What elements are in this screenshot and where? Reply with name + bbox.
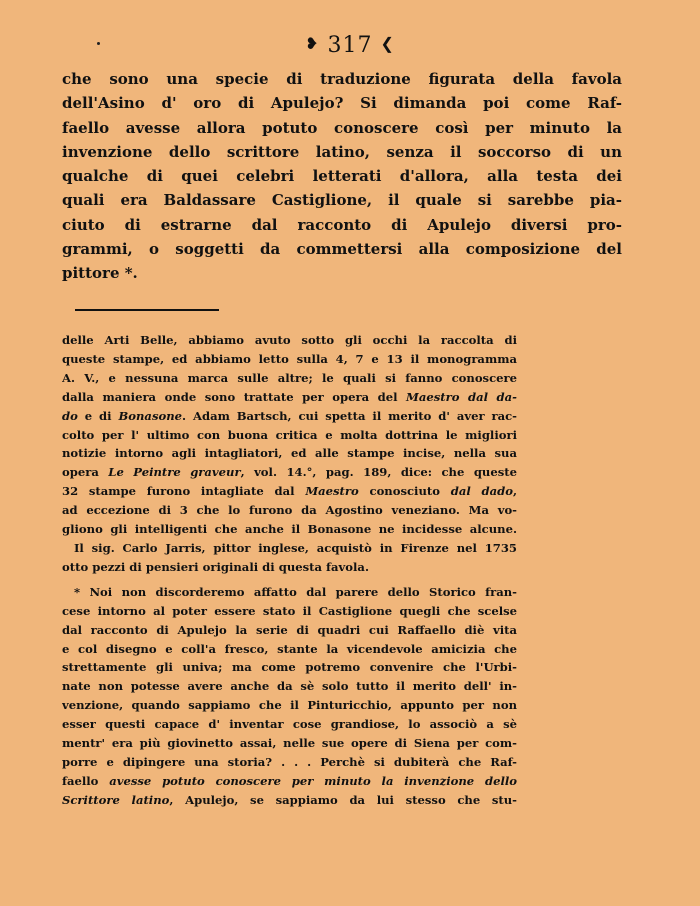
note-line: dal racconto di Apulejo la serie di quadri cui Raffaello diè vita bbox=[62, 622, 517, 637]
note-line: porre e dipingere una storia? . . . Perchè si dubiterà che Raf- bbox=[62, 754, 517, 769]
note-italic: avesse potuto conoscere per minuto la invenzione dello bbox=[109, 773, 517, 788]
note-line: * Noi non discorderemo affatto dal parere dello Storico fran- bbox=[74, 584, 517, 599]
note-line bbox=[62, 407, 517, 426]
main-line: faello avesse allora potuto conoscere così per minuto la bbox=[62, 118, 622, 137]
note-text: faello bbox=[62, 773, 110, 788]
note-italic: do bbox=[62, 408, 78, 423]
note-line: e col disegno e coll'a fresco, stante la vicendevole amicizia che bbox=[62, 641, 517, 656]
main-line: ciuto di estrarne dal racconto di Apulejo diversi pro- bbox=[62, 215, 622, 234]
note-italic: Scrittore latino bbox=[62, 792, 170, 807]
left-ornament: ❥ bbox=[305, 34, 320, 53]
note-line: mentr' era più giovinetto assai, nelle sue opere di Siena per com- bbox=[62, 736, 517, 751]
note-line: otto pezzi di pensieri originali di questa favola. bbox=[62, 559, 369, 574]
note-line: nate non potesse avere anche da sè solo tutto il merito dell' in- bbox=[62, 679, 517, 694]
footnotes bbox=[62, 331, 517, 810]
note-text: . Adam Bartsch, cui spetta il merito d' aver rac- bbox=[182, 408, 517, 423]
note-text: , vol. 14.°, pag. 189, dice: che queste bbox=[240, 465, 517, 480]
note-italic: dal dado bbox=[450, 484, 513, 499]
note-line: colto per l' ultimo con buona critica e molta dottrina le migliori bbox=[62, 427, 517, 442]
note-text: , Apulejo, se sappiamo da lui stesso che stu- bbox=[169, 792, 517, 807]
note-line bbox=[62, 791, 517, 810]
main-text bbox=[62, 67, 622, 286]
footnote-rule bbox=[75, 309, 219, 311]
note-text: , bbox=[512, 484, 517, 499]
note-italic: Maestro dal da- bbox=[406, 389, 517, 404]
note-text: conosciuto bbox=[358, 484, 451, 499]
main-line: che sono una specie di traduzione figurata della favola bbox=[62, 70, 622, 88]
note-line: notizie intorno agli intagliatori, ed alle stampe incise, nella sua bbox=[62, 446, 517, 461]
page-number: 317 bbox=[327, 33, 373, 58]
note-text: e di bbox=[77, 408, 119, 423]
note-italic: Le Peintre graveur bbox=[108, 465, 241, 480]
note-line bbox=[62, 388, 517, 407]
note-italic: Bonasone bbox=[118, 408, 183, 423]
note-line: delle Arti Belle, abbiamo avuto sotto gli occhi la raccolta di bbox=[62, 333, 517, 347]
note-line: strettamente gli univa; ma come potremo convenire che l'Urbi- bbox=[62, 660, 517, 675]
note-italic: Maestro bbox=[305, 484, 359, 499]
note-line: venzione, quando sappiamo che il Pinturicchio, appunto per non bbox=[62, 698, 517, 713]
page-header bbox=[0, 33, 700, 58]
main-line: pittore *. bbox=[62, 264, 138, 283]
main-line: qualche di quei celebri letterati d'allora, alla testa dei bbox=[62, 167, 622, 186]
main-line: quali era Baldassare Castiglione, il quale si sarebbe pia- bbox=[62, 191, 622, 210]
note-text: 32 stampe furono intagliate dal bbox=[62, 484, 306, 499]
right-ornament: ❮ bbox=[380, 34, 395, 53]
note-line: cese intorno al poter essere stato il Castiglione quegli che scelse bbox=[62, 603, 517, 618]
note-text: dalla maniera onde sono trattate per opera del bbox=[62, 389, 407, 404]
note-line bbox=[62, 772, 517, 791]
note-line bbox=[62, 463, 517, 482]
main-line: invenzione dello scrittore latino, senza il soccorso di un bbox=[62, 142, 622, 161]
note-line: queste stampe, ed abbiamo letto sulla 4, 7 e 13 il monogramma bbox=[62, 351, 517, 366]
note-line: esser questi capace d' inventar cose grandiose, lo associò a sè bbox=[62, 717, 517, 732]
note-line: ad eccezione di 3 che lo furono da Agostino veneziano. Ma vo- bbox=[62, 503, 517, 518]
note-text: opera bbox=[62, 465, 109, 480]
main-line: dell'Asino d' oro di Apulejo? Si dimanda poi come Raf- bbox=[62, 94, 622, 113]
main-line: grammi, o soggetti da commettersi alla composizione del bbox=[62, 240, 622, 259]
note-line: gliono gli intelligenti che anche il Bonasone ne incidesse alcune. bbox=[62, 522, 517, 537]
note-line bbox=[62, 482, 517, 501]
note-line: Il sig. Carlo Jarris, pittor inglese, acquistò in Firenze nel 1735 bbox=[74, 540, 517, 555]
note-line: A. V., e nessuna marca sulle altre; le quali si fanno conoscere bbox=[62, 370, 517, 385]
